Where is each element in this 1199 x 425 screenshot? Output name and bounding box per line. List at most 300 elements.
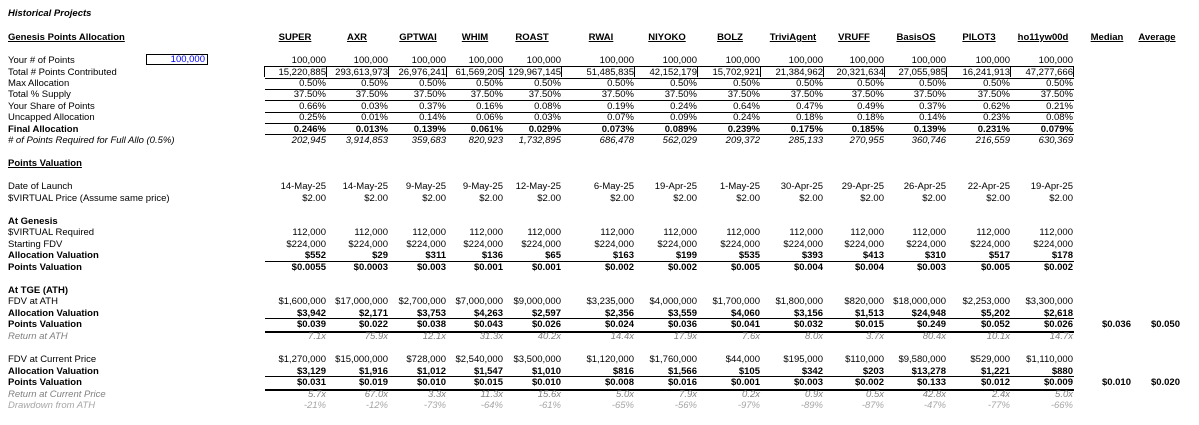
cell-return_current[interactable]: 11.3x — [480, 389, 503, 400]
cell-max_alloc[interactable]: 0.50% — [361, 78, 388, 89]
cell-alloc_val_ath[interactable]: $1,513 — [854, 308, 884, 319]
cell-virtual_required[interactable]: 112,000 — [850, 227, 884, 238]
cell-fdv_current[interactable]: $15,000,000 — [335, 354, 388, 365]
cell-total_points[interactable]: 42,152,179 — [649, 67, 697, 78]
project-header-pilot3[interactable]: PILOT3 — [962, 32, 996, 43]
cell-drawdown[interactable]: -47% — [923, 400, 946, 411]
cell-alloc_val_genesis[interactable]: $65 — [545, 250, 561, 261]
cell-fdv_ath[interactable]: $1,800,000 — [775, 296, 823, 307]
cell-return_ath[interactable]: 12.1x — [422, 331, 446, 342]
cell-launch_date[interactable]: 9-May-25 — [405, 181, 446, 192]
cell-alloc_val_current[interactable]: $342 — [801, 366, 823, 377]
cell-fdv_ath[interactable]: $3,235,000 — [586, 296, 634, 307]
cell-max_alloc[interactable]: 0.50% — [419, 78, 446, 89]
cell-max_alloc[interactable]: 0.50% — [607, 78, 634, 89]
cell-return_current[interactable]: 5.7x — [308, 389, 326, 400]
cell-max_alloc[interactable]: 0.50% — [796, 78, 823, 89]
cell-points_val_ath[interactable]: $0.026 — [531, 319, 561, 330]
cell-virtual_price[interactable]: $2.00 — [1049, 193, 1073, 204]
cell-fdv_ath[interactable]: $1,600,000 — [278, 296, 326, 307]
cell-points_val_genesis[interactable]: $0.0003 — [353, 262, 388, 273]
cell-starting_fdv[interactable]: $224,000 — [657, 239, 697, 250]
cell-starting_fdv[interactable]: $224,000 — [286, 239, 326, 250]
cell-final_alloc[interactable]: 0.139% — [913, 124, 946, 135]
cell-points_val_genesis[interactable]: $0.003 — [416, 262, 446, 273]
cell-points_val_genesis[interactable]: $0.002 — [667, 262, 697, 273]
cell-points_val_current[interactable]: $0.016 — [667, 377, 697, 388]
cell-fdv_current[interactable]: $1,270,000 — [278, 354, 326, 365]
cell-virtual_required[interactable]: 112,000 — [663, 227, 697, 238]
cell-final_alloc[interactable]: 0.175% — [790, 124, 823, 135]
cell-alloc_val_genesis[interactable]: $517 — [988, 250, 1010, 261]
project-header-ho11yw00d[interactable]: ho11yw00d — [1017, 32, 1069, 43]
cell-return_current[interactable]: 2.4x — [992, 389, 1010, 400]
cell-your_points[interactable]: 100,000 — [468, 55, 503, 66]
cell-virtual_required[interactable]: 112,000 — [412, 227, 446, 238]
cell-alloc_val_current[interactable]: $1,010 — [531, 366, 561, 377]
cell-alloc_val_ath[interactable]: $3,559 — [667, 308, 697, 319]
cell-alloc_val_ath[interactable]: $4,060 — [730, 308, 760, 319]
cell-alloc_val_ath[interactable]: $24,948 — [911, 308, 946, 319]
project-header-niyoko[interactable]: NIYOKO — [648, 32, 686, 43]
cell-virtual_price[interactable]: $2.00 — [736, 193, 760, 204]
cell-return_current[interactable]: 0.5x — [866, 389, 884, 400]
cell-return_current[interactable]: 0.9x — [805, 389, 823, 400]
cell-return_ath[interactable]: 10.1x — [986, 331, 1010, 342]
cell-share_points[interactable]: 0.19% — [607, 101, 634, 112]
cell-drawdown[interactable]: -77% — [987, 400, 1010, 411]
cell-points_val_genesis[interactable]: $0.004 — [854, 262, 884, 273]
cell-alloc_val_ath[interactable]: $2,597 — [531, 308, 561, 319]
cell-share_points[interactable]: 0.08% — [534, 101, 561, 112]
cell-starting_fdv[interactable]: $224,000 — [970, 239, 1010, 250]
cell-fdv_current[interactable]: $9,580,000 — [898, 354, 946, 365]
cell-drawdown[interactable]: -21% — [303, 400, 326, 411]
cell-alloc_val_ath[interactable]: $2,171 — [358, 308, 388, 319]
cell-total_supply[interactable]: 37.50% — [470, 89, 503, 100]
cell-points_val_current[interactable]: $0.015 — [473, 377, 503, 388]
cell-alloc_val_ath[interactable]: $4,263 — [473, 308, 503, 319]
cell-uncapped[interactable]: 0.23% — [983, 112, 1010, 123]
cell-alloc_val_genesis[interactable]: $413 — [862, 250, 884, 261]
cell-virtual_required[interactable]: 112,000 — [469, 227, 503, 238]
cell-alloc_val_ath[interactable]: $2,356 — [604, 308, 634, 319]
cell-final_alloc[interactable]: 0.231% — [977, 124, 1010, 135]
cell-alloc_val_genesis[interactable]: $393 — [801, 250, 823, 261]
cell-launch_date[interactable]: 9-May-25 — [462, 181, 503, 192]
cell-your_points[interactable]: 100,000 — [849, 55, 884, 66]
cell-points_required[interactable]: 630,369 — [1038, 135, 1073, 146]
cell-share_points[interactable]: 0.66% — [299, 101, 326, 112]
cell-total_supply[interactable]: 37.50% — [851, 89, 884, 100]
cell-final_alloc[interactable]: 0.079% — [1040, 124, 1073, 135]
cell-starting_fdv[interactable]: $224,000 — [406, 239, 446, 250]
cell-your_points[interactable]: 100,000 — [911, 55, 946, 66]
cell-points_required[interactable]: 285,133 — [788, 135, 823, 146]
cell-virtual_price[interactable]: $2.00 — [610, 193, 634, 204]
cell-points_required[interactable]: 1,732,895 — [518, 135, 561, 146]
cell-fdv_current[interactable]: $44,000 — [725, 354, 760, 365]
cell-points_val_current[interactable]: $0.010 — [531, 377, 561, 388]
cell-virtual_price[interactable]: $2.00 — [302, 193, 326, 204]
cell-virtual_price[interactable]: $2.00 — [799, 193, 823, 204]
cell-fdv_current[interactable]: $728,000 — [406, 354, 446, 365]
cell-points_val_current[interactable]: $0.133 — [916, 377, 946, 388]
cell-points_val_current[interactable]: $0.019 — [358, 377, 388, 388]
cell-launch_date[interactable]: 26-Apr-25 — [903, 181, 946, 192]
cell-fdv_ath[interactable]: $7,000,000 — [455, 296, 503, 307]
cell-return_current[interactable]: 5.0x — [616, 389, 634, 400]
cell-points_required[interactable]: 360,746 — [911, 135, 946, 146]
cell-total_points[interactable]: 26,976,241 — [398, 67, 446, 78]
cell-launch_date[interactable]: 6-May-25 — [593, 181, 634, 192]
cell-points_val_genesis[interactable]: $0.004 — [793, 262, 823, 273]
cell-share_points[interactable]: 0.37% — [919, 101, 946, 112]
cell-points_val_ath[interactable]: $0.032 — [793, 319, 823, 330]
cell-uncapped[interactable]: 0.14% — [919, 112, 946, 123]
cell-uncapped[interactable]: 0.01% — [361, 112, 388, 123]
cell-final_alloc[interactable]: 0.089% — [664, 124, 697, 135]
cell-final_alloc[interactable]: 0.061% — [470, 124, 503, 135]
cell-drawdown[interactable]: -89% — [800, 400, 823, 411]
cell-points_val_ath[interactable]: $0.038 — [416, 319, 446, 330]
cell-points_val_genesis[interactable]: $0.001 — [473, 262, 503, 273]
cell-launch_date[interactable]: 1-May-25 — [719, 181, 760, 192]
cell-return_ath[interactable]: 75.9x — [364, 331, 388, 342]
cell-launch_date[interactable]: 22-Apr-25 — [967, 181, 1010, 192]
project-header-vruff[interactable]: VRUFF — [838, 32, 870, 43]
cell-return_ath[interactable]: 17.9x — [673, 331, 697, 342]
cell-max_alloc[interactable]: 0.50% — [299, 78, 326, 89]
cell-starting_fdv[interactable]: $224,000 — [720, 239, 760, 250]
cell-points_required[interactable]: 202,945 — [291, 135, 326, 146]
project-header-basisos[interactable]: BasisOS — [896, 32, 936, 43]
cell-alloc_val_current[interactable]: $1,547 — [473, 366, 503, 377]
cell-fdv_ath[interactable]: $2,253,000 — [962, 296, 1010, 307]
cell-fdv_ath[interactable]: $3,300,000 — [1025, 296, 1073, 307]
cell-virtual_price[interactable]: $2.00 — [537, 193, 561, 204]
average-points_val_ath[interactable]: $0.050 — [1150, 319, 1180, 330]
cell-total_points[interactable]: 27,055,985 — [898, 67, 946, 78]
cell-final_alloc[interactable]: 0.239% — [727, 124, 760, 135]
cell-points_val_ath[interactable]: $0.022 — [358, 319, 388, 330]
cell-your_points[interactable]: 100,000 — [975, 55, 1010, 66]
cell-points_val_current[interactable]: $0.010 — [416, 377, 446, 388]
cell-share_points[interactable]: 0.03% — [361, 101, 388, 112]
cell-alloc_val_genesis[interactable]: $178 — [1051, 250, 1073, 261]
cell-return_ath[interactable]: 7.1x — [308, 331, 326, 342]
cell-share_points[interactable]: 0.21% — [1046, 101, 1073, 112]
cell-return_current[interactable]: 67.0x — [364, 389, 388, 400]
cell-points_required[interactable]: 270,955 — [849, 135, 884, 146]
cell-drawdown[interactable]: -64% — [480, 400, 503, 411]
cell-total_points[interactable]: 129,967,145 — [508, 67, 561, 78]
cell-points_val_current[interactable]: $0.012 — [980, 377, 1010, 388]
cell-starting_fdv[interactable]: $224,000 — [906, 239, 946, 250]
cell-max_alloc[interactable]: 0.50% — [733, 78, 760, 89]
cell-points_val_ath[interactable]: $0.024 — [604, 319, 634, 330]
cell-starting_fdv[interactable]: $224,000 — [1033, 239, 1073, 250]
cell-share_points[interactable]: 0.24% — [670, 101, 697, 112]
cell-fdv_ath[interactable]: $17,000,000 — [335, 296, 388, 307]
cell-total_supply[interactable]: 37.50% — [293, 89, 326, 100]
cell-max_alloc[interactable]: 0.50% — [476, 78, 503, 89]
cell-points_required[interactable]: 686,478 — [599, 135, 634, 146]
cell-final_alloc[interactable]: 0.246% — [293, 124, 326, 135]
cell-points_val_ath[interactable]: $0.015 — [854, 319, 884, 330]
cell-drawdown[interactable]: -56% — [674, 400, 697, 411]
cell-total_points[interactable]: 21,384,962 — [775, 67, 823, 78]
cell-launch_date[interactable]: 12-May-25 — [515, 181, 561, 192]
cell-drawdown[interactable]: -87% — [861, 400, 884, 411]
points-input[interactable] — [146, 54, 208, 65]
cell-your_points[interactable]: 100,000 — [599, 55, 634, 66]
cell-points_val_ath[interactable]: $0.039 — [296, 319, 326, 330]
project-header-gptwai[interactable]: GPTWAI — [399, 32, 437, 43]
cell-return_ath[interactable]: 3.7x — [866, 331, 884, 342]
cell-virtual_required[interactable]: 112,000 — [726, 227, 760, 238]
cell-uncapped[interactable]: 0.25% — [299, 112, 326, 123]
cell-starting_fdv[interactable]: $224,000 — [463, 239, 503, 250]
cell-virtual_price[interactable]: $2.00 — [422, 193, 446, 204]
median-points_val_current[interactable]: $0.010 — [1101, 377, 1131, 388]
cell-share_points[interactable]: 0.16% — [476, 101, 503, 112]
cell-uncapped[interactable]: 0.06% — [476, 112, 503, 123]
median-header[interactable]: Median — [1090, 32, 1124, 43]
cell-return_ath[interactable]: 14.4x — [610, 331, 634, 342]
cell-starting_fdv[interactable]: $224,000 — [348, 239, 388, 250]
cell-total_points[interactable]: 47,277,666 — [1025, 67, 1073, 78]
cell-uncapped[interactable]: 0.18% — [796, 112, 823, 123]
cell-points_val_current[interactable]: $0.001 — [730, 377, 760, 388]
cell-fdv_current[interactable]: $529,000 — [970, 354, 1010, 365]
cell-fdv_ath[interactable]: $9,000,000 — [513, 296, 561, 307]
cell-points_val_ath[interactable]: $0.041 — [730, 319, 760, 330]
cell-launch_date[interactable]: 30-Apr-25 — [780, 181, 823, 192]
project-header-axr[interactable]: AXR — [346, 32, 368, 43]
cell-drawdown[interactable]: -66% — [1050, 400, 1073, 411]
cell-virtual_price[interactable]: $2.00 — [479, 193, 503, 204]
cell-starting_fdv[interactable]: $224,000 — [783, 239, 823, 250]
cell-points_val_ath[interactable]: $0.249 — [916, 319, 946, 330]
cell-final_alloc[interactable]: 0.139% — [413, 124, 446, 135]
cell-points_val_genesis[interactable]: $0.002 — [1043, 262, 1073, 273]
cell-points_val_genesis[interactable]: $0.0055 — [291, 262, 326, 273]
cell-virtual_price[interactable]: $2.00 — [986, 193, 1010, 204]
cell-drawdown[interactable]: -61% — [538, 400, 561, 411]
cell-return_ath[interactable]: 40.2x — [537, 331, 561, 342]
cell-fdv_ath[interactable]: $18,000,000 — [893, 296, 946, 307]
cell-drawdown[interactable]: -12% — [365, 400, 388, 411]
cell-max_alloc[interactable]: 0.50% — [1046, 78, 1073, 89]
project-header-roast[interactable]: ROAST — [515, 32, 549, 43]
cell-share_points[interactable]: 0.64% — [733, 101, 760, 112]
cell-fdv_current[interactable]: $2,540,000 — [455, 354, 503, 365]
cell-uncapped[interactable]: 0.07% — [607, 112, 634, 123]
cell-points_val_genesis[interactable]: $0.002 — [604, 262, 634, 273]
cell-fdv_ath[interactable]: $4,000,000 — [649, 296, 697, 307]
cell-virtual_required[interactable]: 112,000 — [292, 227, 326, 238]
cell-alloc_val_current[interactable]: $1,916 — [358, 366, 388, 377]
cell-points_required[interactable]: 209,372 — [725, 135, 760, 146]
cell-uncapped[interactable]: 0.14% — [419, 112, 446, 123]
cell-drawdown[interactable]: -97% — [737, 400, 760, 411]
cell-total_supply[interactable]: 37.50% — [727, 89, 760, 100]
cell-fdv_ath[interactable]: $820,000 — [844, 296, 884, 307]
cell-total_points[interactable]: 15,220,885 — [278, 67, 326, 78]
cell-alloc_val_current[interactable]: $1,012 — [416, 366, 446, 377]
cell-points_val_ath[interactable]: $0.052 — [980, 319, 1010, 330]
cell-drawdown[interactable]: -73% — [423, 400, 446, 411]
cell-alloc_val_current[interactable]: $880 — [1051, 366, 1073, 377]
cell-virtual_price[interactable]: $2.00 — [673, 193, 697, 204]
cell-alloc_val_current[interactable]: $816 — [612, 366, 634, 377]
cell-total_points[interactable]: 51,485,835 — [586, 67, 634, 78]
cell-fdv_ath[interactable]: $2,700,000 — [398, 296, 446, 307]
cell-points_val_ath[interactable]: $0.036 — [667, 319, 697, 330]
cell-return_current[interactable]: 7.9x — [679, 389, 697, 400]
cell-alloc_val_genesis[interactable]: $311 — [425, 250, 446, 261]
cell-launch_date[interactable]: 14-May-25 — [342, 181, 388, 192]
cell-points_val_ath[interactable]: $0.026 — [1043, 319, 1073, 330]
cell-return_current[interactable]: 3.3x — [428, 389, 446, 400]
cell-alloc_val_genesis[interactable]: $136 — [481, 250, 503, 261]
cell-return_ath[interactable]: 80.4x — [922, 331, 946, 342]
cell-points_val_current[interactable]: $0.031 — [296, 377, 326, 388]
cell-fdv_current[interactable]: $1,110,000 — [1026, 354, 1073, 365]
cell-alloc_val_genesis[interactable]: $552 — [304, 250, 326, 261]
cell-uncapped[interactable]: 0.18% — [857, 112, 884, 123]
cell-alloc_val_current[interactable]: $1,221 — [980, 366, 1010, 377]
project-header-bolz[interactable]: BOLZ — [717, 32, 743, 43]
cell-return_current[interactable]: 15.6x — [537, 389, 561, 400]
cell-total_supply[interactable]: 37.50% — [913, 89, 946, 100]
cell-points_required[interactable]: 3,914,853 — [345, 135, 388, 146]
cell-your_points[interactable]: 100,000 — [411, 55, 446, 66]
cell-total_points[interactable]: 293,613,973 — [335, 67, 388, 78]
cell-share_points[interactable]: 0.62% — [983, 101, 1010, 112]
cell-your_points[interactable]: 100,000 — [353, 55, 388, 66]
project-header-whim[interactable]: WHIM — [461, 32, 489, 43]
cell-alloc_val_ath[interactable]: $3,156 — [793, 308, 823, 319]
cell-points_val_genesis[interactable]: $0.003 — [916, 262, 946, 273]
cell-fdv_current[interactable]: $3,500,000 — [513, 354, 561, 365]
cell-your_points[interactable]: 100,000 — [526, 55, 561, 66]
cell-uncapped[interactable]: 0.03% — [534, 112, 561, 123]
cell-points_val_current[interactable]: $0.003 — [793, 377, 823, 388]
cell-launch_date[interactable]: 19-Apr-25 — [654, 181, 697, 192]
cell-uncapped[interactable]: 0.09% — [670, 112, 697, 123]
cell-alloc_val_genesis[interactable]: $163 — [612, 250, 634, 261]
cell-starting_fdv[interactable]: $224,000 — [521, 239, 561, 250]
cell-virtual_required[interactable]: 112,000 — [976, 227, 1010, 238]
cell-virtual_price[interactable]: $2.00 — [860, 193, 884, 204]
cell-final_alloc[interactable]: 0.013% — [355, 124, 388, 135]
cell-points_val_current[interactable]: $0.009 — [1043, 377, 1073, 388]
cell-points_val_current[interactable]: $0.002 — [854, 377, 884, 388]
cell-virtual_required[interactable]: 112,000 — [527, 227, 561, 238]
cell-max_alloc[interactable]: 0.50% — [670, 78, 697, 89]
cell-alloc_val_current[interactable]: $13,278 — [911, 366, 946, 377]
cell-return_current[interactable]: 42.8x — [922, 389, 946, 400]
cell-total_points[interactable]: 61,569,205 — [455, 67, 503, 78]
cell-virtual_required[interactable]: 112,000 — [600, 227, 634, 238]
cell-alloc_val_current[interactable]: $105 — [738, 366, 760, 377]
cell-fdv_ath[interactable]: $1,700,000 — [712, 296, 760, 307]
cell-max_alloc[interactable]: 0.50% — [857, 78, 884, 89]
cell-total_supply[interactable]: 37.50% — [664, 89, 697, 100]
cell-final_alloc[interactable]: 0.029% — [528, 124, 561, 135]
cell-total_supply[interactable]: 37.50% — [355, 89, 388, 100]
cell-total_supply[interactable]: 37.50% — [413, 89, 446, 100]
cell-return_ath[interactable]: 8.0x — [805, 331, 823, 342]
cell-fdv_current[interactable]: $1,120,000 — [586, 354, 634, 365]
cell-alloc_val_ath[interactable]: $3,753 — [416, 308, 446, 319]
cell-your_points[interactable]: 100,000 — [725, 55, 760, 66]
cell-starting_fdv[interactable]: $224,000 — [594, 239, 634, 250]
cell-your_points[interactable]: 100,000 — [788, 55, 823, 66]
median-points_val_ath[interactable]: $0.036 — [1101, 319, 1131, 330]
cell-starting_fdv[interactable]: $224,000 — [844, 239, 884, 250]
cell-total_supply[interactable]: 37.50% — [601, 89, 634, 100]
average-header[interactable]: Average — [1138, 32, 1176, 43]
cell-points_val_ath[interactable]: $0.043 — [473, 319, 503, 330]
cell-your_points[interactable]: 100,000 — [662, 55, 697, 66]
cell-share_points[interactable]: 0.47% — [796, 101, 823, 112]
cell-fdv_current[interactable]: $195,000 — [783, 354, 823, 365]
cell-alloc_val_current[interactable]: $1,566 — [667, 366, 697, 377]
cell-max_alloc[interactable]: 0.50% — [534, 78, 561, 89]
cell-alloc_val_genesis[interactable]: $310 — [924, 250, 946, 261]
cell-alloc_val_ath[interactable]: $2,618 — [1043, 308, 1073, 319]
cell-your_points[interactable]: 100,000 — [291, 55, 326, 66]
cell-virtual_price[interactable]: $2.00 — [364, 193, 388, 204]
cell-total_supply[interactable]: 37.50% — [528, 89, 561, 100]
cell-launch_date[interactable]: 29-Apr-25 — [841, 181, 884, 192]
cell-alloc_val_current[interactable]: $203 — [862, 366, 884, 377]
cell-max_alloc[interactable]: 0.50% — [919, 78, 946, 89]
cell-max_alloc[interactable]: 0.50% — [983, 78, 1010, 89]
cell-total_supply[interactable]: 37.50% — [1040, 89, 1073, 100]
cell-final_alloc[interactable]: 0.073% — [601, 124, 634, 135]
cell-return_current[interactable]: 0.2x — [742, 389, 760, 400]
cell-uncapped[interactable]: 0.24% — [733, 112, 760, 123]
cell-virtual_required[interactable]: 112,000 — [912, 227, 946, 238]
cell-launch_date[interactable]: 19-Apr-25 — [1030, 181, 1073, 192]
cell-points_required[interactable]: 562,029 — [662, 135, 697, 146]
cell-virtual_required[interactable]: 112,000 — [789, 227, 823, 238]
cell-return_ath[interactable]: 31.3x — [479, 331, 503, 342]
average-points_val_current[interactable]: $0.020 — [1150, 377, 1180, 388]
cell-virtual_price[interactable]: $2.00 — [922, 193, 946, 204]
cell-alloc_val_ath[interactable]: $3,942 — [296, 308, 326, 319]
cell-points_val_current[interactable]: $0.008 — [604, 377, 634, 388]
cell-total_points[interactable]: 16,241,913 — [962, 67, 1010, 78]
cell-points_required[interactable]: 216,559 — [975, 135, 1010, 146]
project-header-triviagent[interactable]: TriviAgent — [769, 32, 817, 43]
cell-total_points[interactable]: 15,702,921 — [712, 67, 760, 78]
cell-share_points[interactable]: 0.37% — [419, 101, 446, 112]
project-header-super[interactable]: SUPER — [278, 32, 312, 43]
cell-points_required[interactable]: 820,923 — [468, 135, 503, 146]
cell-alloc_val_genesis[interactable]: $29 — [372, 250, 388, 261]
cell-points_val_genesis[interactable]: $0.005 — [980, 262, 1010, 273]
project-header-rwai[interactable]: RWAI — [588, 32, 614, 43]
cell-points_val_genesis[interactable]: $0.005 — [730, 262, 760, 273]
cell-drawdown[interactable]: -65% — [611, 400, 634, 411]
cell-total_supply[interactable]: 37.50% — [790, 89, 823, 100]
cell-fdv_current[interactable]: $1,760,000 — [649, 354, 697, 365]
